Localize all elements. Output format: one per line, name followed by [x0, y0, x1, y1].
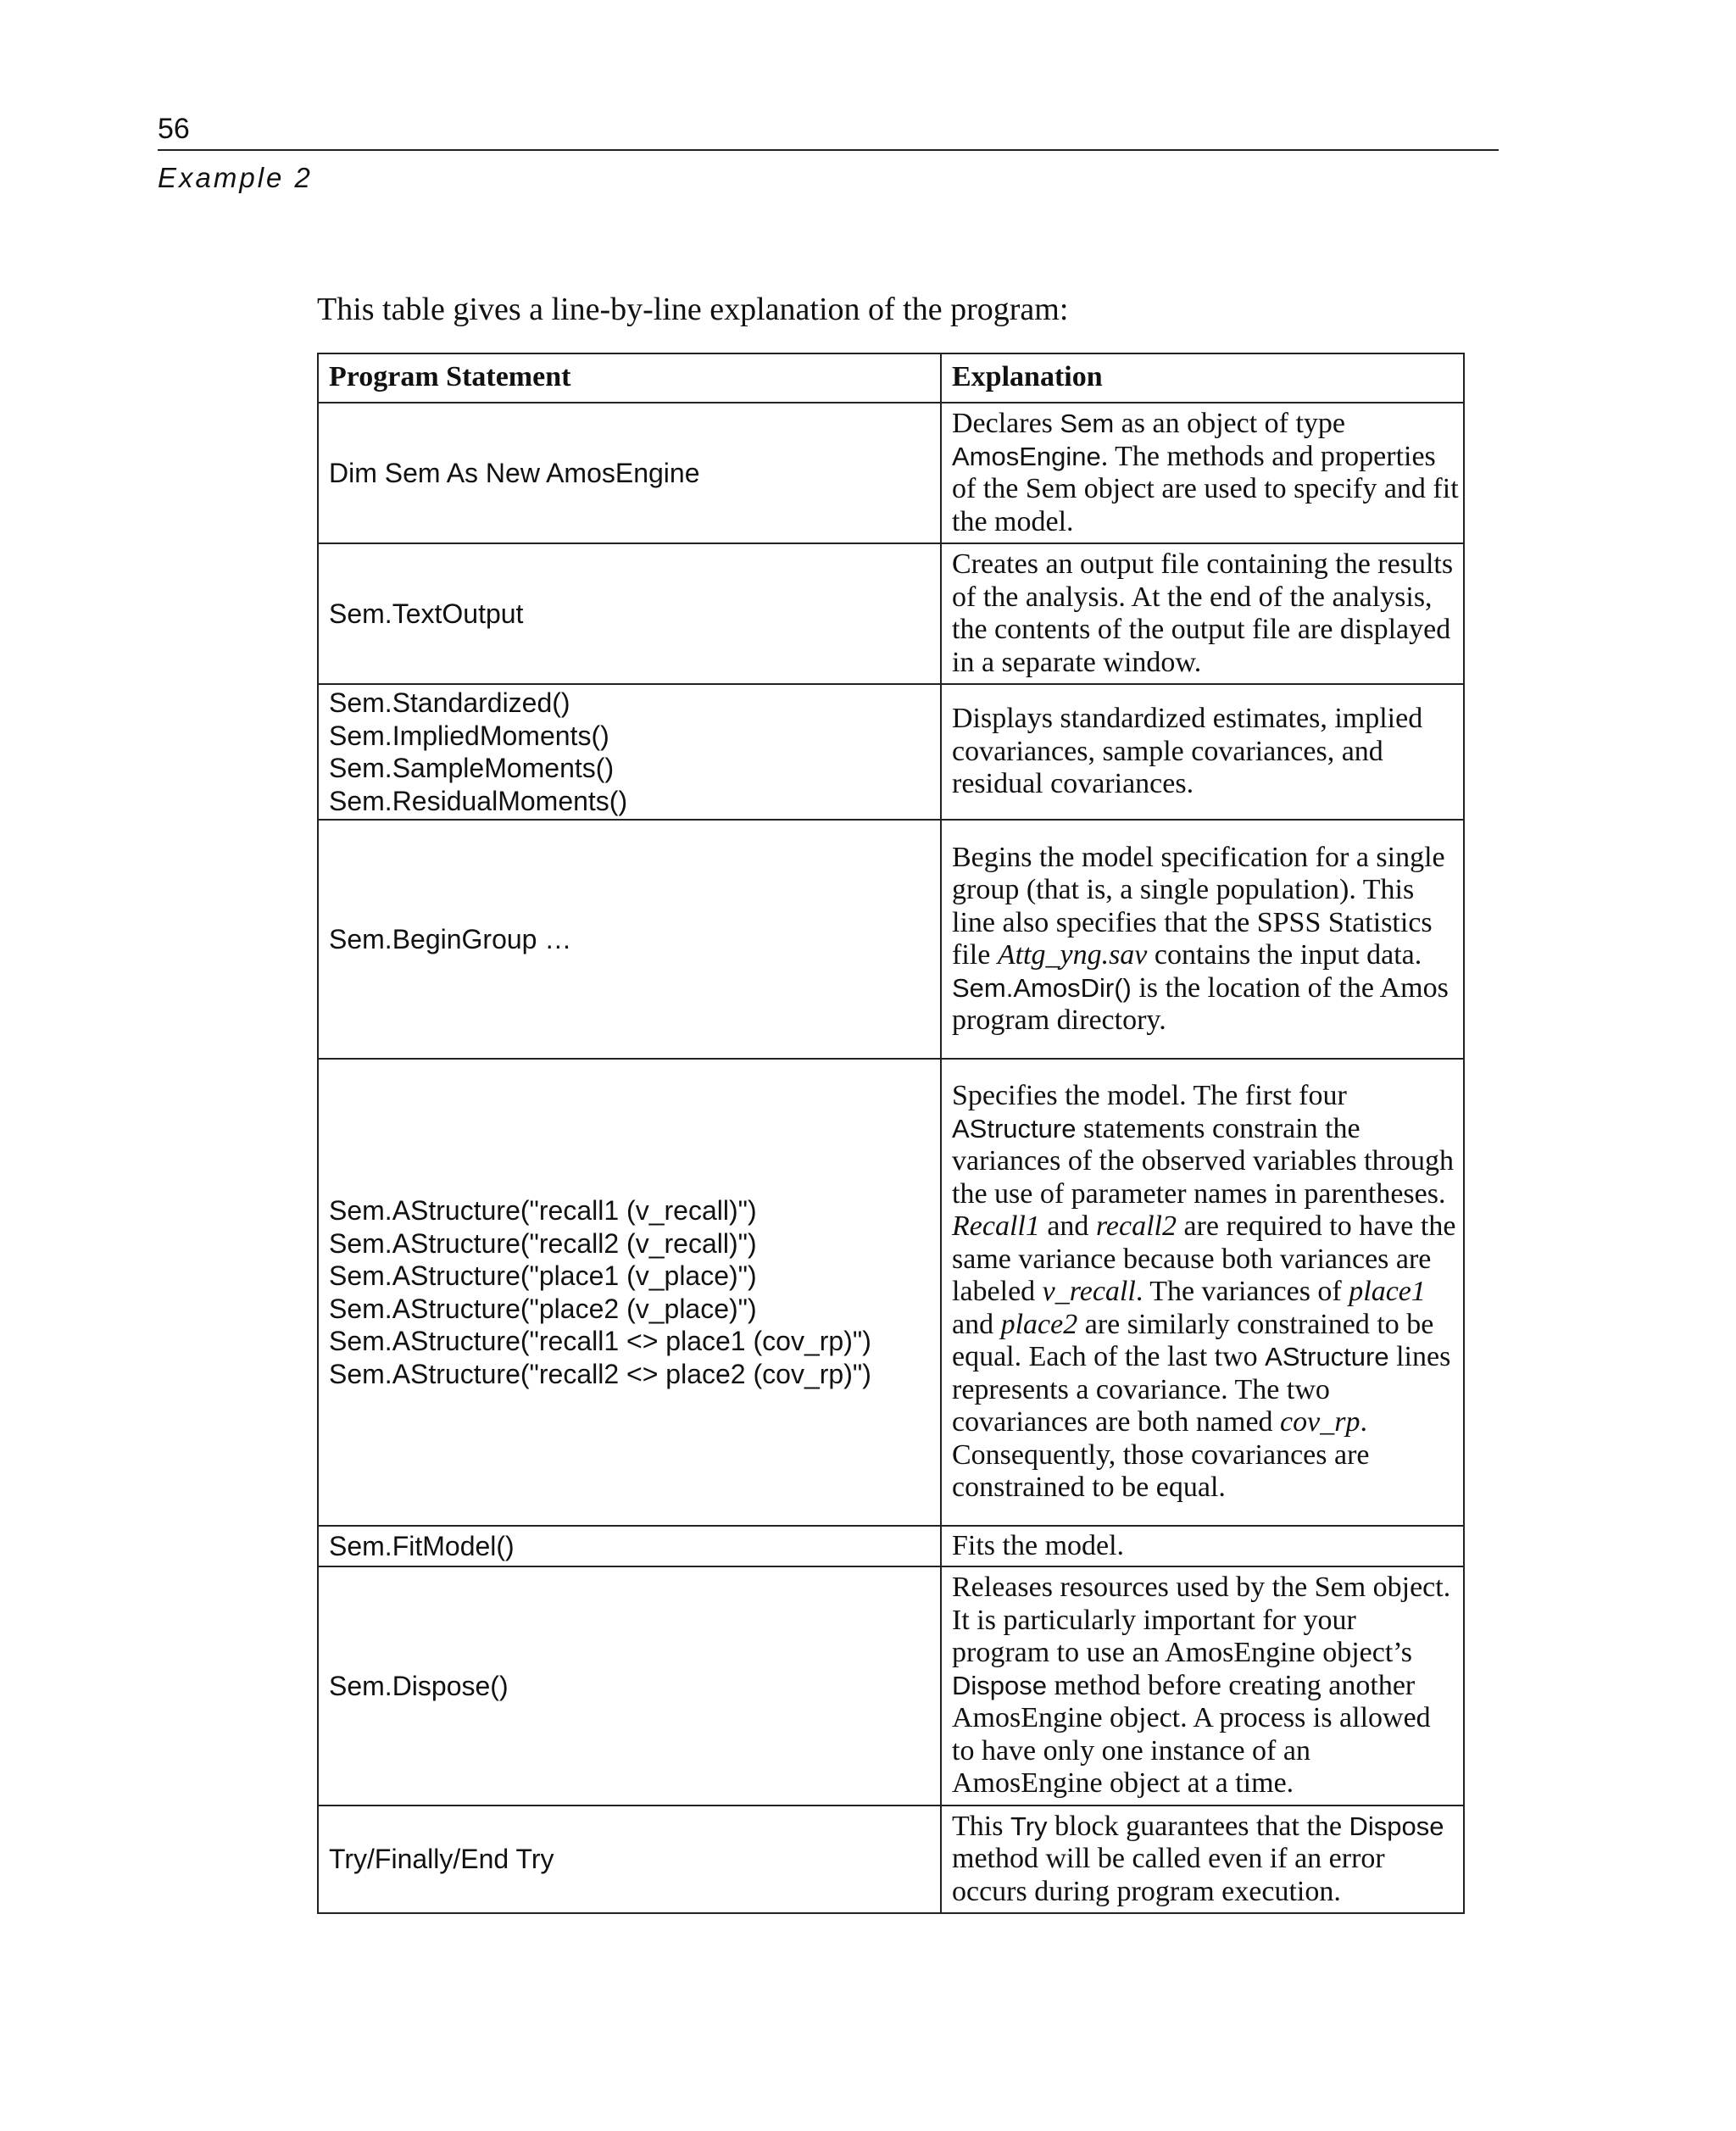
text-run: method will be called even if an error occurs during program execution. — [952, 1843, 1385, 1907]
table-row — [318, 684, 1464, 820]
explanation-cell — [941, 684, 1464, 820]
text-run: . The variances of — [1135, 1276, 1349, 1308]
text-run: method before creating another AmosEngine object. A process is allowed to have only one instance of an AmosEngine object at a time. — [952, 1669, 1431, 1800]
text-run: are similarly constrained to be equal. Each of the last two — [952, 1308, 1434, 1373]
table-row — [318, 820, 1464, 1059]
explanation-table — [317, 353, 1465, 1914]
page-number: 56 — [158, 113, 190, 145]
text-run: Creates an output file containing the results of the analysis. At the end of the analysis, the contents of the output file are displayed in a separate window. — [952, 548, 1454, 678]
italic-term: recall2 — [1095, 1210, 1177, 1243]
code-term: Dispose — [1349, 1811, 1444, 1841]
explanation-cell — [941, 1806, 1464, 1913]
code-term: Try — [1010, 1811, 1048, 1841]
italic-term: Attg_yng.sav — [997, 939, 1148, 971]
statement-cell: Sem.Standardized() Sem.ImpliedMoments() Sem.SampleMoments() Sem.ResidualMoments() — [318, 684, 941, 820]
table-row — [318, 1806, 1464, 1913]
table-row — [318, 1526, 1464, 1566]
text-run: lines represents a covariance. The two covariances are both named — [952, 1341, 1451, 1438]
explanation-cell — [941, 1059, 1464, 1526]
text-run: contains the input data. — [1147, 939, 1422, 971]
column-header-explanation: Explanation — [941, 353, 1464, 403]
code-term: AStructure — [1265, 1342, 1389, 1372]
italic-term: Recall1 — [952, 1210, 1040, 1243]
statement-cell: Sem.TextOutput — [318, 543, 941, 684]
text-run: as an object of type — [1114, 408, 1346, 439]
table-row — [318, 543, 1464, 684]
statement-cell: Try/Finally/End Try — [318, 1806, 941, 1913]
italic-term: cov_rp — [1280, 1406, 1360, 1438]
text-run: statements constrain the variances of the observed variables through the use of parameter names in parentheses. — [952, 1112, 1454, 1210]
text-run: Fits the model. — [952, 1529, 1125, 1561]
text-run: Releases resources used by the Sem object. It is particularly important for your program to use an AmosEngine object’s — [952, 1572, 1451, 1669]
text-run: . The methods and properties of the Sem object are used to specify and fit the model. — [952, 440, 1459, 537]
intro-sentence: This table gives a line-by-line explanation of the program: — [317, 292, 1069, 327]
statement-cell: Sem.FitModel() — [318, 1526, 941, 1566]
statement-cell: Sem.AStructure("recall1 (v_recall)") Sem.AStructure("recall2 (v_recall)") Sem.AStructure("place1 (v_place)") Sem.AStructure("place2 (v_place)") Sem.AStructure("recall1 <> place1 (cov_rp)") Sem.AStructure("recall2 <> place2 (cov_rp)") — [318, 1059, 941, 1526]
italic-term: place2 — [1000, 1308, 1078, 1340]
code-term: Sem.AmosDir() — [952, 972, 1132, 1003]
table-header-row — [318, 353, 1464, 403]
text-run: are required to have the same variance because both variances are labeled — [952, 1210, 1456, 1308]
italic-term: v_recall — [1042, 1276, 1136, 1308]
explanation-cell — [941, 820, 1464, 1059]
statement-cell: Sem.Dispose() — [318, 1566, 941, 1806]
text-run: and — [1039, 1210, 1096, 1243]
column-header-statement: Program Statement — [318, 353, 941, 403]
table-row — [318, 1566, 1464, 1806]
text-run: block guarantees that the — [1047, 1810, 1349, 1842]
table-row — [318, 1059, 1464, 1526]
text-run: is the location of the Amos program directory. — [952, 971, 1449, 1036]
statement-cell: Sem.BeginGroup … — [318, 820, 941, 1059]
table-row — [318, 403, 1464, 543]
explanation-cell — [941, 1566, 1464, 1806]
italic-term: place1 — [1349, 1276, 1426, 1308]
code-term: Sem — [1060, 409, 1115, 438]
explanation-cell — [941, 1526, 1464, 1566]
text-run: This — [952, 1810, 1010, 1842]
running-title: Example 2 — [158, 162, 313, 193]
code-term: Dispose — [952, 1670, 1047, 1700]
text-run: Begins the model specification for a single group (that is, a single population). This line also specifies that the SPSS Statistics file — [952, 841, 1445, 971]
explanation-cell — [941, 403, 1464, 543]
header-rule — [158, 149, 1499, 151]
code-term: AStructure — [952, 1113, 1077, 1143]
text-run: . Consequently, those covariances are constrained to be equal. — [952, 1406, 1370, 1504]
text-run: Declares — [952, 408, 1060, 439]
explanation-cell — [941, 543, 1464, 684]
text-run: Specifies the model. The first four — [952, 1080, 1347, 1112]
text-run: and — [952, 1308, 1001, 1340]
code-term: AmosEngine — [952, 441, 1101, 471]
statement-cell: Dim Sem As New AmosEngine — [318, 403, 941, 543]
text-run: Displays standardized estimates, implied covariances, sample covariances, and residual covariances. — [952, 703, 1423, 800]
